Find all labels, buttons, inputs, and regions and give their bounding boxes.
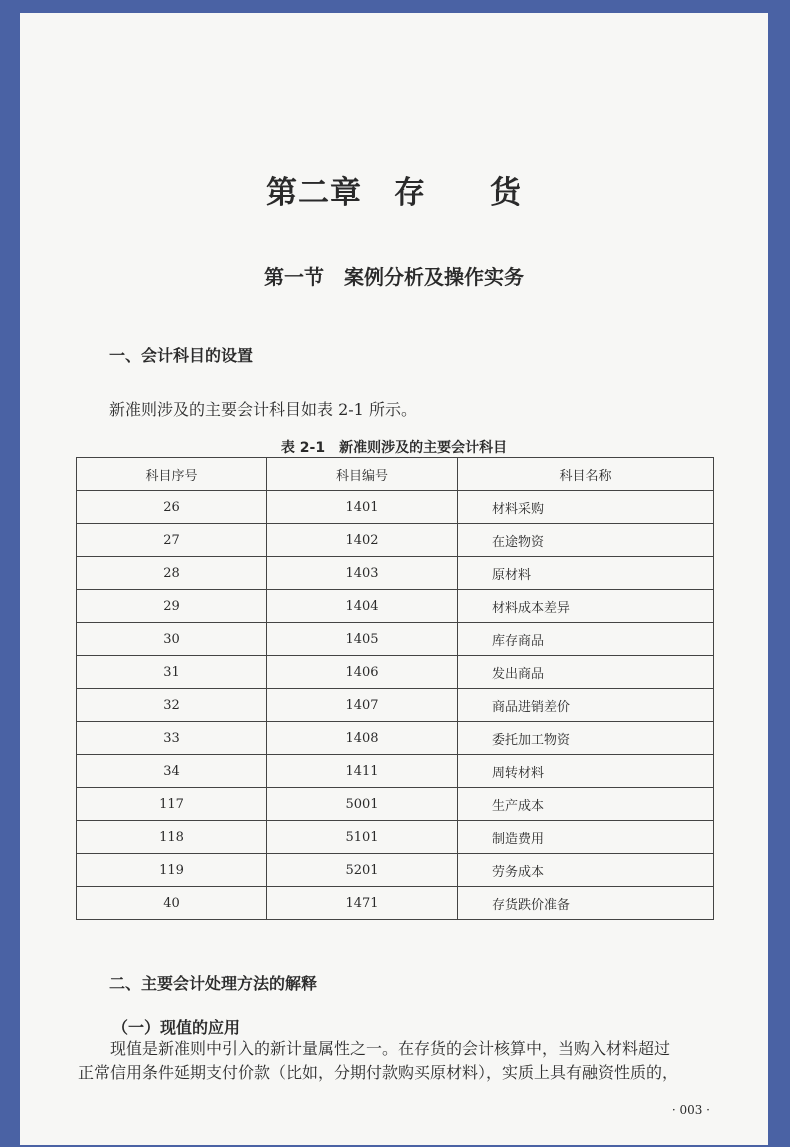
cell-seq: 29 — [77, 590, 267, 623]
body-line-1: 现值是新准则中引入的新计量属性之一。在存货的会计核算中，当购入材料超过 — [110, 1039, 671, 1058]
heading-account-setup: 一、会计科目的设置 — [109, 346, 254, 365]
table-row — [77, 623, 714, 656]
body-line-2: 正常信用条件延期支付价款（比如，分期付款购买原材料），实质上具有融资性质的， — [78, 1063, 679, 1082]
table-row — [77, 557, 714, 590]
cell-name: 材料采购 — [458, 491, 714, 524]
accounts-table — [76, 457, 714, 920]
cell-seq: 26 — [77, 491, 267, 524]
table-caption: 表 2-1 新准则涉及的主要会计科目 — [280, 440, 508, 456]
cell-code: 5201 — [267, 854, 458, 887]
cell-name: 委托加工物资 — [458, 722, 714, 755]
cell-seq: 119 — [77, 854, 267, 887]
table-row — [77, 491, 714, 524]
cell-code: 1403 — [267, 557, 458, 590]
page-number: · 003 · — [671, 1103, 710, 1117]
table-row — [77, 590, 714, 623]
table-row — [77, 722, 714, 755]
section-title: 第一节 案例分析及操作实务 — [264, 265, 524, 289]
cell-seq: 30 — [77, 623, 267, 656]
cell-name: 材料成本差异 — [458, 590, 714, 623]
table-row — [77, 689, 714, 722]
cell-code: 1407 — [267, 689, 458, 722]
table-row — [77, 887, 714, 920]
heading-methods: 二、主要会计处理方法的解释 — [109, 974, 318, 993]
cell-code: 5001 — [267, 788, 458, 821]
table-row — [77, 788, 714, 821]
cell-seq: 33 — [77, 722, 267, 755]
table-row — [77, 656, 714, 689]
cell-seq: 40 — [77, 887, 267, 920]
cell-code: 1405 — [267, 623, 458, 656]
table-row — [77, 755, 714, 788]
cell-seq: 31 — [77, 656, 267, 689]
cell-code: 1402 — [267, 524, 458, 557]
cell-code: 1411 — [267, 755, 458, 788]
cell-code: 1401 — [267, 491, 458, 524]
cell-name: 生产成本 — [458, 788, 714, 821]
cell-seq: 118 — [77, 821, 267, 854]
table-body — [77, 491, 714, 920]
cell-code: 5101 — [267, 821, 458, 854]
cell-seq: 28 — [77, 557, 267, 590]
table-row — [77, 524, 714, 557]
cell-name: 发出商品 — [458, 656, 714, 689]
chapter-title: 第二章 存 货 — [266, 175, 522, 211]
header-code: 科目编号 — [267, 458, 458, 491]
cell-code: 1404 — [267, 590, 458, 623]
cell-seq: 32 — [77, 689, 267, 722]
subheading-present-value: （一）现值的应用 — [112, 1018, 241, 1037]
cell-name: 劳务成本 — [458, 854, 714, 887]
cell-name: 库存商品 — [458, 623, 714, 656]
table-row — [77, 854, 714, 887]
cell-seq: 27 — [77, 524, 267, 557]
book-page — [20, 13, 768, 1145]
cell-code: 1406 — [267, 656, 458, 689]
cell-code: 1471 — [267, 887, 458, 920]
cell-name: 制造费用 — [458, 821, 714, 854]
body-paragraph — [78, 1037, 718, 1085]
cell-name: 原材料 — [458, 557, 714, 590]
cell-name: 商品进销差价 — [458, 689, 714, 722]
cell-seq: 34 — [77, 755, 267, 788]
table-header-row — [77, 458, 714, 491]
cell-seq: 117 — [77, 788, 267, 821]
intro-paragraph: 新准则涉及的主要会计科目如表 2-1 所示。 — [109, 400, 417, 419]
table-row — [77, 821, 714, 854]
cell-code: 1408 — [267, 722, 458, 755]
cell-name: 在途物资 — [458, 524, 714, 557]
header-name: 科目名称 — [458, 458, 714, 491]
cell-name: 存货跌价准备 — [458, 887, 714, 920]
cell-name: 周转材料 — [458, 755, 714, 788]
header-seq: 科目序号 — [77, 458, 267, 491]
